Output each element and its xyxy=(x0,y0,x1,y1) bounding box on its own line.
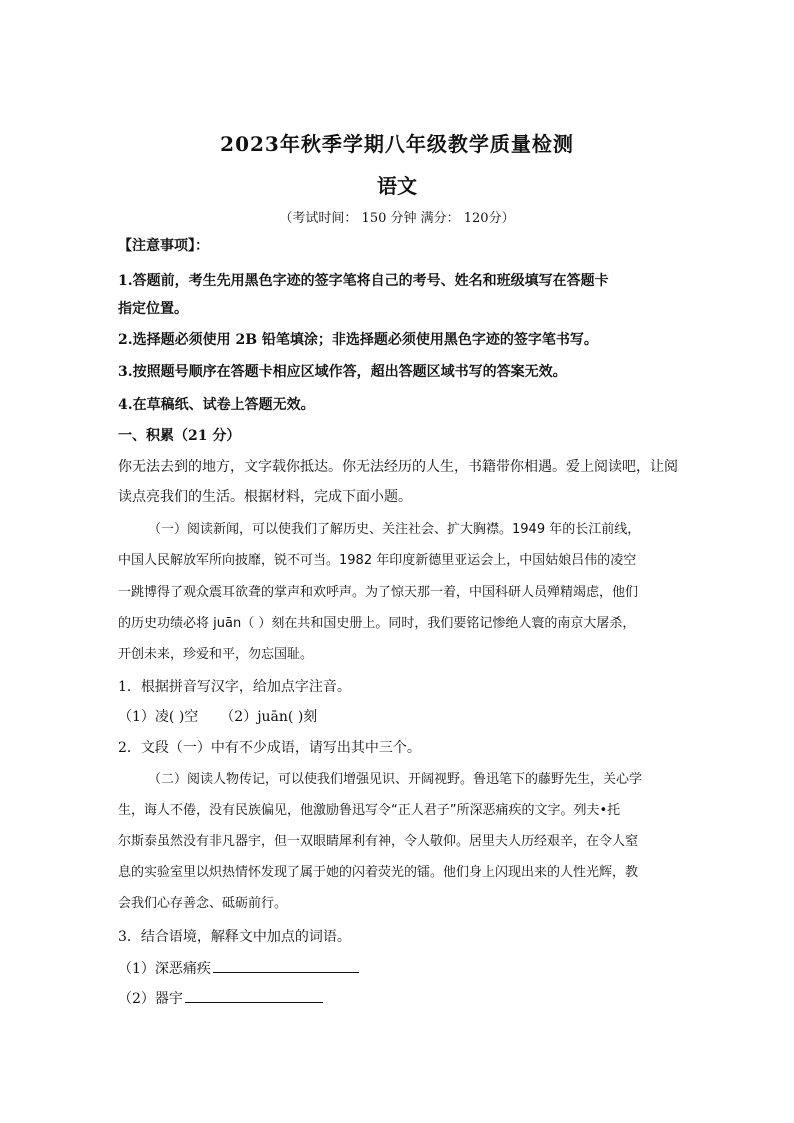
section-1-intro-line-2: 读点亮我们的生活。根据材料，完成下面小题。 xyxy=(118,489,412,505)
section-1-heading: 一、积累（21 分） xyxy=(118,428,241,444)
exam-title: 2023年秋季学期八年级教学质量检测 xyxy=(220,132,574,156)
answer-blank-1[interactable] xyxy=(213,958,359,973)
notice-heading: 【注意事项】： xyxy=(118,238,209,254)
question-3: 3．结合语境，解释文中加点的词语。 xyxy=(118,929,351,945)
question-1-part-1: （1）凌( )空 xyxy=(118,709,199,725)
question-3-part-2-row xyxy=(118,988,323,1009)
question-2: 2．文段（一）中有不少成语，请写出其中三个。 xyxy=(118,740,421,756)
passage-1-line-1: （一）阅读新闻，可以使我们了解历史、关注社会、扩大胸襟。1949 年的长江前线， xyxy=(148,522,641,537)
passage-2-line-4: 息的实验室里以炽热情怀发现了属于她的闪着荧光的镭。他们身上闪现出来的人性光辉，教 xyxy=(118,865,639,880)
question-3-part-2: （2）器宇 xyxy=(118,991,183,1007)
notice-item-2: 2.选择题必须使用 2B 铅笔填涂；非选择题必须使用黑色字迹的签字笔书写。 xyxy=(118,332,598,348)
passage-1-line-3: 一跳博得了观众震耳欲聋的掌声和欢呼声。为了惊天那一着，中国科研人员殚精竭虑，他们 xyxy=(118,585,639,600)
passage-2-line-3: 尔斯泰虽然没有非凡器宇，但一双眼睛犀利有神，令人敬仰。居里夫人历经艰辛，在令人窒 xyxy=(118,834,639,849)
passage-2-line-2: 生，诲人不倦，没有民族偏见，他激励鲁迅写令“正人君子”所深恶痛疾的文字。列夫•托 xyxy=(118,803,621,818)
question-3-part-1-row xyxy=(118,958,359,979)
answer-blank-2[interactable] xyxy=(185,988,323,1003)
section-1-intro-line-1: 你无法去到的地方，文字载你抵达。你无法经历的人生，书籍带你相遇。爱上阅读吧，让阅 xyxy=(118,459,678,475)
question-1-parts xyxy=(118,707,317,727)
passage-1-line-2: 中国人民解放军所向披靡，锐不可当。1982 年印度新德里亚运会上，中国姑娘吕伟的凌空 xyxy=(118,553,637,568)
exam-info: （考试时间： 150 分钟 满分： 120分） xyxy=(279,211,515,226)
passage-1-line-5: 开创未来，珍爱和平，勿忘国耻。 xyxy=(118,647,314,662)
notice-item-3: 3.按照题号顺序在答题卡相应区域作答，超出答题区域书写的答案无效。 xyxy=(118,364,567,380)
passage-1-line-4: 的历史功绩必将 juān（ ）刻在共和国史册上。同时，我们要铭记惨绝人寰的南京大屠杀， xyxy=(118,616,636,631)
question-1-part-2: （2）juān( )刻 xyxy=(220,709,318,725)
notice-item-4: 4.在草稿纸、试卷上答题无效。 xyxy=(118,397,315,413)
passage-2-line-1: （二）阅读人物传记，可以使我们增强见识、开阔视野。鲁迅笔下的藤野先生，关心学 xyxy=(148,772,643,787)
subject-title: 语文 xyxy=(377,174,417,198)
question-1: 1．根据拼音写汉字，给加点字注音。 xyxy=(118,679,351,695)
question-3-part-1: （1）深恶痛疾 xyxy=(118,961,211,977)
notice-item-1-line-2: 指定位置。 xyxy=(118,301,188,317)
passage-2-line-5: 会我们心存善念、砥砺前行。 xyxy=(118,896,288,911)
notice-item-1-line-1: 1.答题前，考生先用黑色字迹的签字笔将自己的考号、姓名和班级填写在答题卡 xyxy=(118,273,609,289)
